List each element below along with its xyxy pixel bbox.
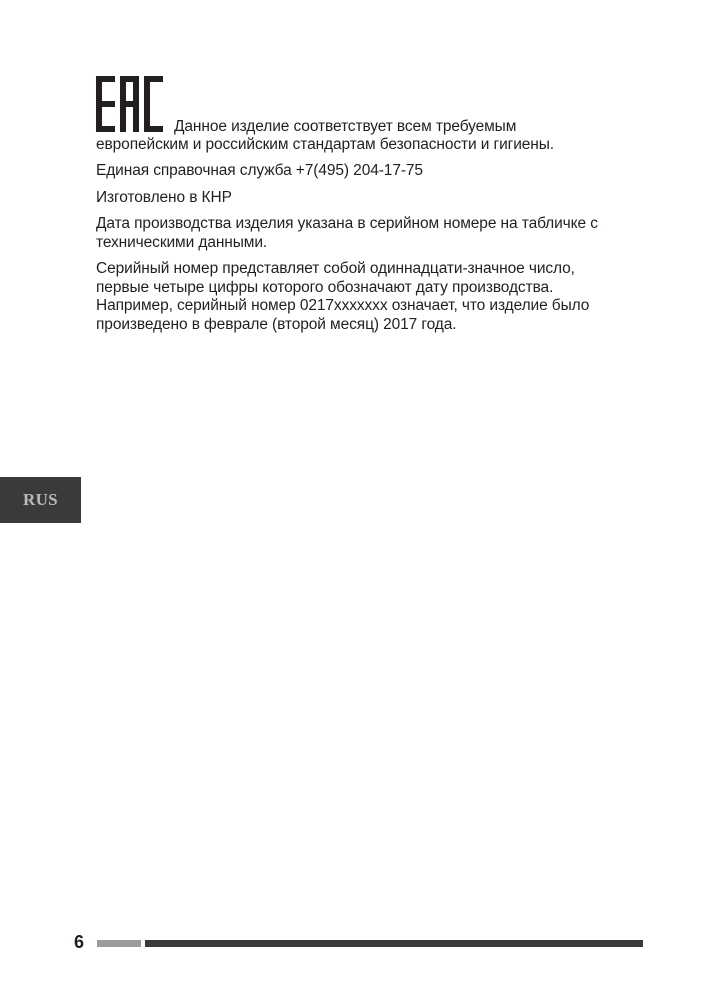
eac-logo	[96, 76, 166, 132]
footer-bar-long	[145, 940, 643, 947]
page-footer	[74, 930, 644, 956]
conformity-paragraph	[96, 76, 656, 154]
language-tab: RUS	[0, 477, 81, 523]
helpline-text: Единая справочная служба +7(495) 204-17-75	[96, 162, 423, 179]
page-number: 6	[74, 932, 85, 952]
conformity-line-2: европейским и российским стандартам безопасности и гигиены.	[96, 136, 555, 153]
production-date-text: Дата производства изделия указана в серийном номере на табличке с техническими данными.	[96, 215, 598, 251]
made-in-text: Изготовлено в КНР	[96, 188, 232, 206]
serial-number-text: Серийный номер представляет собой одиннадцати-значное число, первые четыре цифры которого обозначают дату производства. Например, серийный номер 0217xxxxxxx означает, что изделие было произведено в феврале (второй месяц) 2017 года.	[96, 260, 590, 333]
document-body	[96, 76, 656, 334]
footer-bar-short	[97, 940, 141, 947]
conformity-line-1: Данное изделие соответствует всем требуемым	[174, 118, 517, 135]
